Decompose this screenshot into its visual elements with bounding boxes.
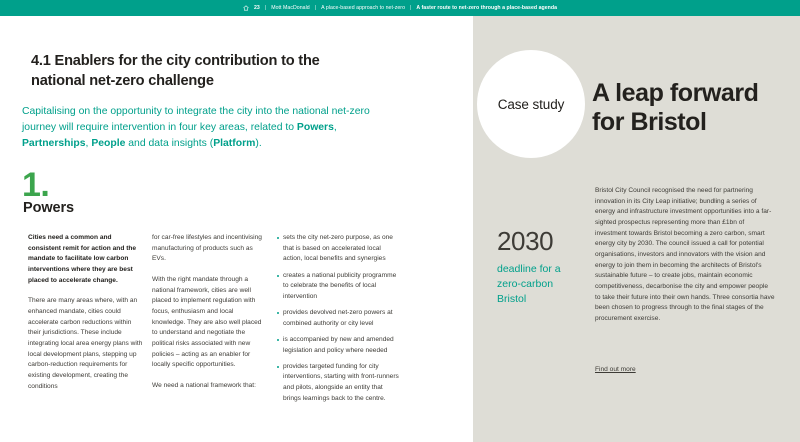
column-two-continued: for car-free lifestyles and incentivising manufacturing of products such as EVs. — [152, 234, 262, 263]
intro-text-4: and data insights ( — [125, 138, 214, 150]
intro-text-3: , — [85, 138, 92, 150]
breadcrumb-separator-3: | — [410, 5, 412, 11]
column-two — [152, 233, 267, 404]
breadcrumb-separator-1: | — [264, 5, 267, 11]
intro-keyword-powers: Powers — [296, 122, 334, 134]
breadcrumb-section-title: A faster route to net-zero through a place-based agenda — [416, 5, 558, 11]
list-item: sets the city net-zero purpose, as one that is based on accelerated local action, local benefits and synergies — [276, 233, 402, 265]
case-study-stat — [497, 228, 583, 307]
column-one-lead: Cities need a common and consistent remit for action and the mandate to facilitate low carbon interventions where they are best placed to accelerate change. — [28, 234, 137, 284]
enabler-name: Powers — [23, 200, 74, 216]
column-two-framework-intro: We need a national framework that: — [152, 382, 256, 390]
framework-bullet-list — [276, 233, 402, 404]
intro-keyword-partnerships: Partnerships — [22, 138, 86, 150]
intro-text-1: Capitalising on the opportunity to integrate the city into the national net-zero journey will require intervention in four key areas, related to — [22, 106, 370, 134]
body-columns — [28, 233, 406, 404]
stat-caption: deadline for a zero-carbon Bristol — [497, 263, 561, 305]
list-item: is accompanied by new and amended legislation and policy where needed — [276, 335, 402, 356]
breadcrumb-org: Mott MacDonald — [271, 5, 310, 11]
enabler-number: 1. — [22, 166, 50, 204]
list-item: provides devolved net-zero powers at combined authority or city level — [276, 308, 402, 329]
intro-text-5: ). — [255, 138, 262, 150]
case-study-body: Bristol City Council recognised the need for partnering innovation in its City Leap initiative; bundling a series of energy and infrastructure investment opportunities into a far-sighted prospectus representing more than £1bn of investment towards Bristol becoming a zero carbon, smart energy city by 2030. The council issued a call for potential organisations, investors and innovators with the vision and energy to join them in becoming the architects of Bristol's sustainable future – to create jobs, maintain economic competitiveness, decarbonise the city and empower people to take their future into their own hands. Three consortia have been chosen to progress through to the final stages of the procurement exercise. — [595, 187, 775, 323]
intro-keyword-platform: Platform — [213, 138, 256, 150]
column-two-body: With the right mandate through a national framework, cities are well placed to implement regulation with focus, enthusiasm and local knowledge. They are also well placed to understand and negotiate the political risks associated with new policies – acting as an enabler for locally specific opportunities. — [152, 276, 262, 369]
list-item: provides targeted funding for city interventions, starting with front-runners and pilots, alongside an entity that brings learnings back to the centre. — [276, 362, 402, 405]
column-one — [28, 233, 143, 404]
page-number: 23 — [253, 5, 260, 11]
intro-paragraph — [22, 104, 377, 152]
case-study-badge-label: Case study — [497, 96, 565, 112]
home-icon[interactable] — [243, 5, 249, 11]
breadcrumb-separator-2: | — [314, 5, 317, 11]
find-out-more-link[interactable]: Find out more — [595, 366, 636, 373]
column-one-body: There are many areas where, with an enhanced mandate, cities could accelerate carbon reductions within their jurisdictions. These include integrating local area energy plans with local development plans, stepping up carbon-reduction requirements for existing development, creating the conditions — [28, 297, 143, 390]
intro-text-2: , — [333, 122, 337, 134]
stat-number: 2030 — [497, 226, 554, 256]
breadcrumb-bar — [0, 0, 800, 16]
breadcrumb-document-title: A place-based approach to net-zero — [321, 5, 406, 11]
case-study-badge — [477, 50, 585, 158]
intro-keyword-people: People — [91, 138, 126, 150]
column-three — [276, 233, 402, 404]
page-title: 4.1 Enablers for the city contribution to the national net-zero challenge — [31, 53, 320, 89]
list-item: creates a national publicity programme to celebrate the benefits of local intervention — [276, 271, 402, 303]
case-study-title: A leap forward for Bristol — [592, 79, 759, 136]
